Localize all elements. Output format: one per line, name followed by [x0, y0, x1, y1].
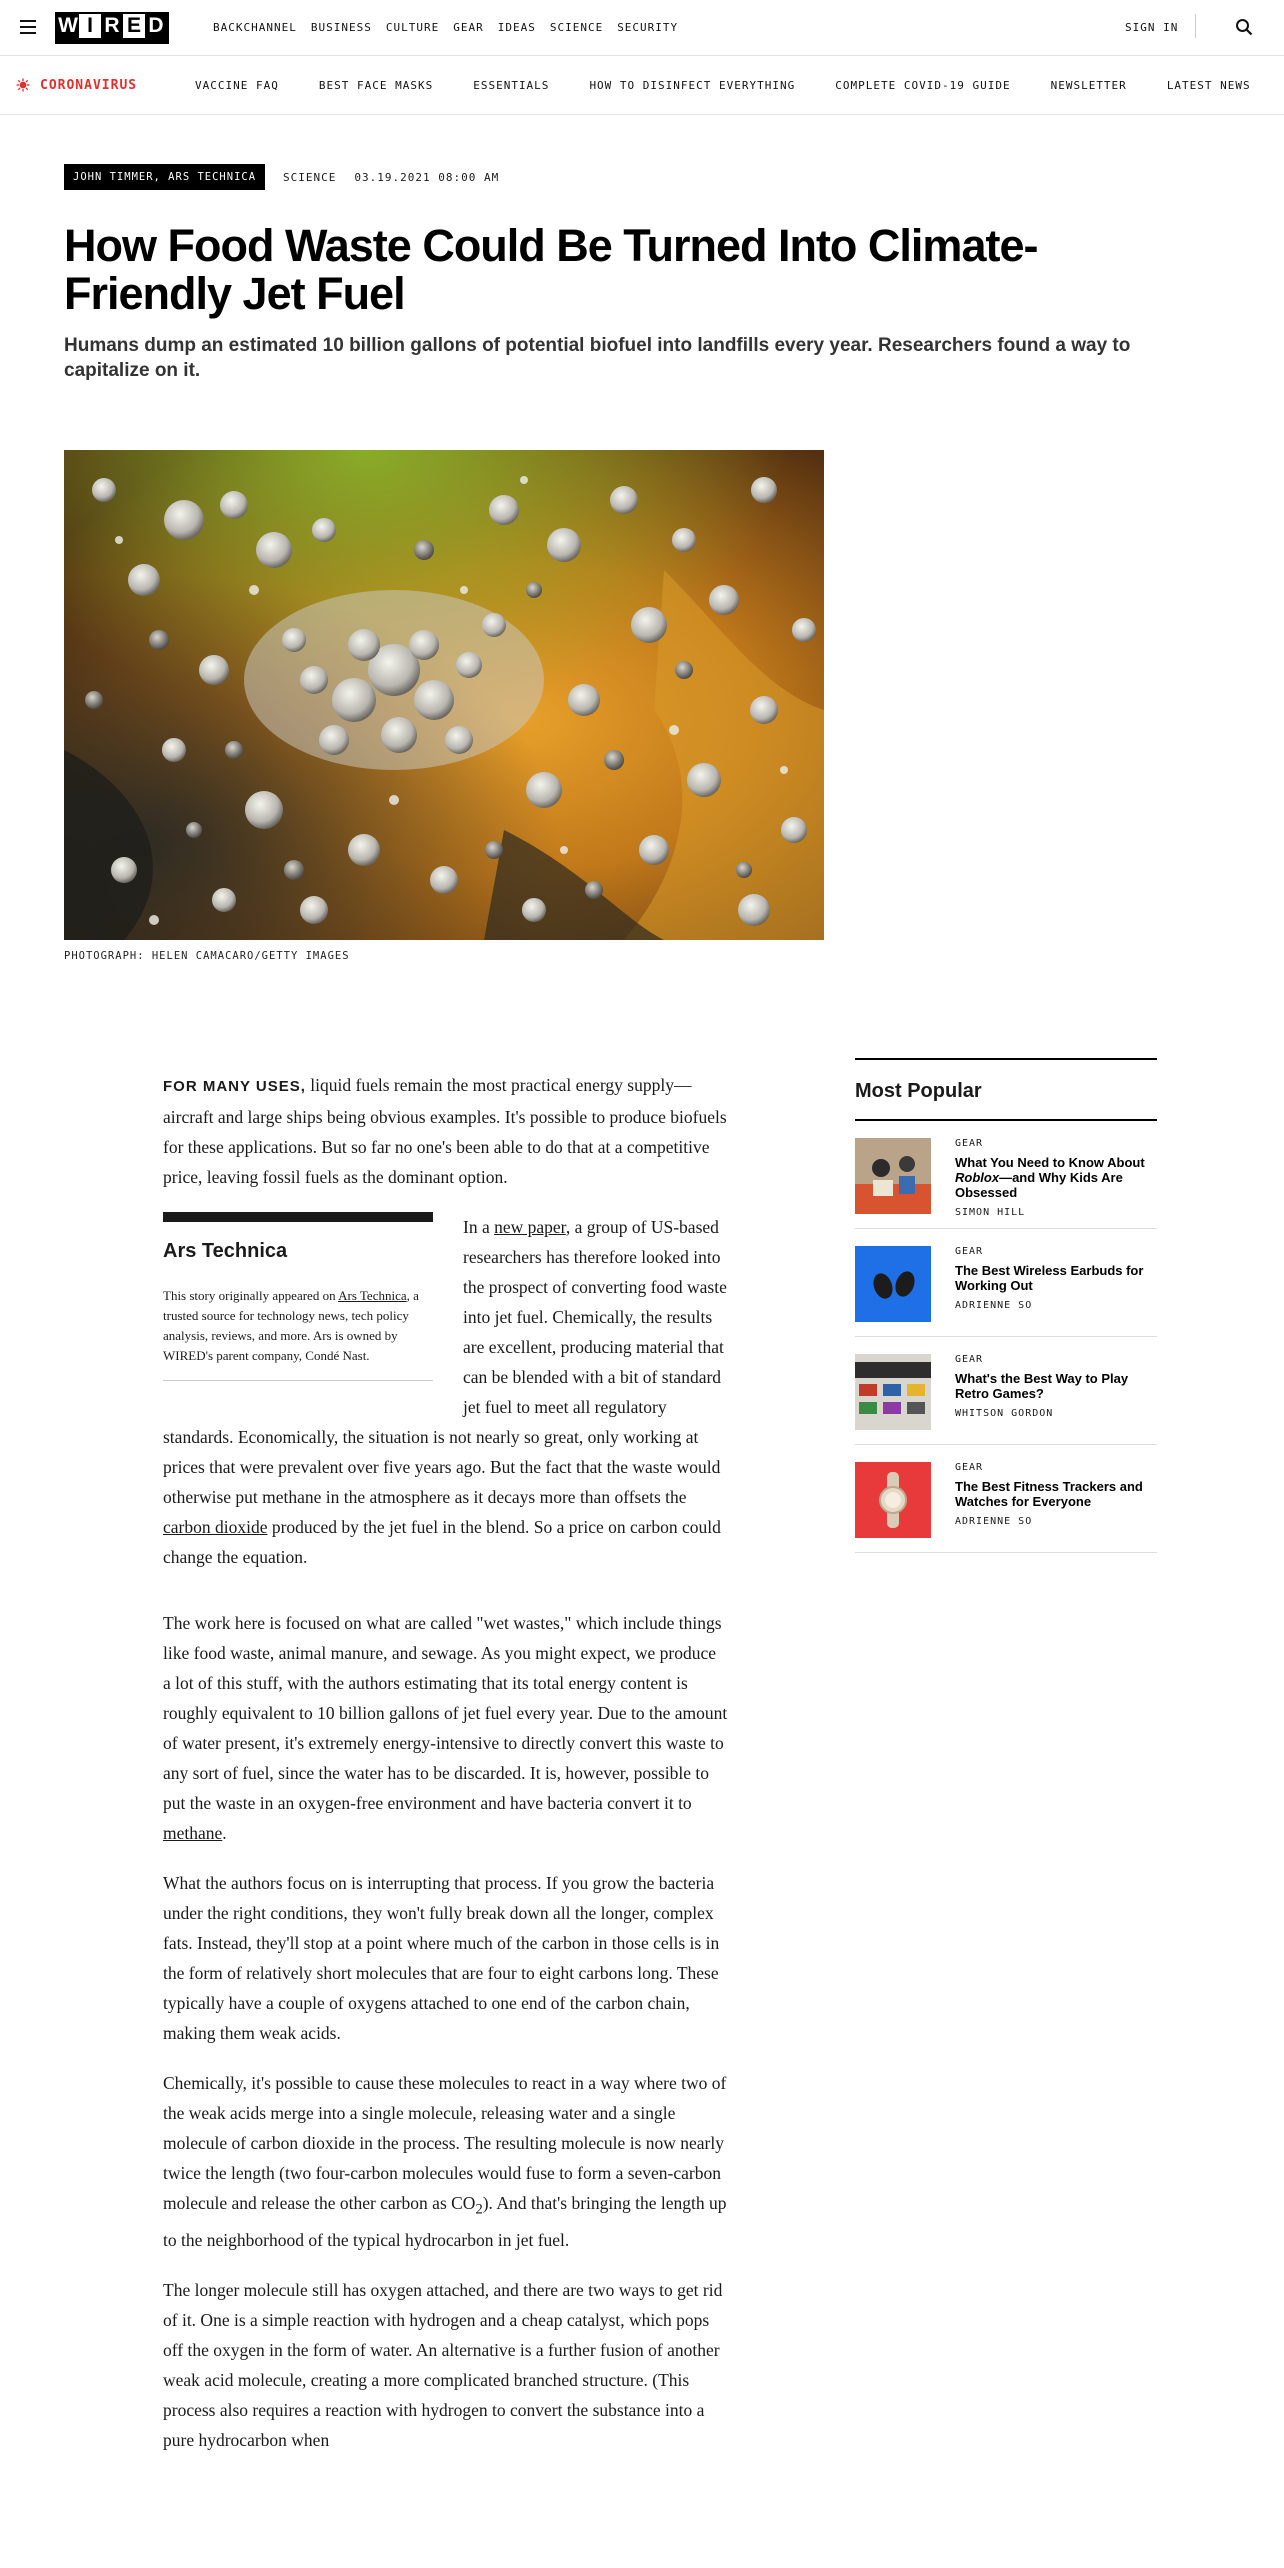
callout-text: [163, 1286, 433, 1381]
popular-category[interactable]: GEAR: [955, 1138, 984, 1149]
article-body: [163, 1070, 728, 2475]
nav-link-culture[interactable]: CULTURE: [385, 21, 440, 34]
paragraph: The longer molecule still has oxygen attached, and there are two ways to get rid of it. One is a simple reaction with hydrogen and a cheap catalyst, which pops off the oxygen in the form of water. An alternative is a further fusion of another weak acid molecule, creating a more complicated branched structure. (This process also requires a reaction with hydrogen to convert the substance into a pure hydrocarbon when: [163, 2279, 723, 2450]
paragraph-text: Chemically, it's possible to cause these molecules to react in a way where two of the weak acids merge into a single molecule, releasing water and a single molecule of carbon dioxide in the process. The resulting molecule is now nearly twice the length (two four-carbon molecules would fuse to form a seven-carbon molecule and release the other carbon as CO: [163, 2073, 727, 2213]
logo-letter: D: [145, 14, 167, 38]
popular-category[interactable]: GEAR: [955, 1354, 984, 1365]
popular-item[interactable]: [855, 1337, 1157, 1445]
popular-title[interactable]: What's the Best Way to Play Retro Games?: [955, 1371, 1129, 1401]
popular-category[interactable]: GEAR: [955, 1246, 984, 1257]
nav-link-ideas[interactable]: IDEAS: [497, 21, 536, 34]
nav-link-backchannel[interactable]: BACKCHANNEL: [213, 21, 297, 34]
most-popular: [855, 1058, 1157, 1553]
most-popular-heading: Most Popular: [855, 1060, 1157, 1121]
virus-icon: [16, 78, 30, 92]
callout-title: Ars Technica: [163, 1240, 288, 1262]
paragraph-text: ). And that's bringing the length up to the neighborhood of the typical hydrocarbon in jet fuel.: [163, 2193, 727, 2250]
covid-link-latest-news[interactable]: LATEST NEWS: [1166, 79, 1251, 92]
nav-link-business[interactable]: BUSINESS: [310, 21, 372, 34]
popular-title[interactable]: The Best Wireless Earbuds for Working Out: [955, 1263, 1144, 1293]
article-byline: [64, 164, 499, 190]
paragraph: [163, 1608, 728, 1848]
popular-title[interactable]: [955, 1155, 1155, 1200]
ars-technica-callout: [163, 1212, 433, 1381]
popular-thumbnail[interactable]: [855, 1138, 931, 1214]
paragraph: What the authors focus on is interrupting that process. If you grow the bacteria under the right conditions, they won't fully break down all the longer, complex fats. Instead, they'll stop at a point where much of the carbon in those cells is in the form of relatively short molecules that are four to eight carbons long. These typically have a couple of oxygens attached to one end of the carbon chain, making them weak acids.: [163, 1873, 720, 2043]
popular-author[interactable]: SIMON HILL: [955, 1207, 1026, 1218]
covid-link-disinfect[interactable]: HOW TO DISINFECT EVERYTHING: [589, 79, 796, 92]
publish-date: 03.19.2021 08:00 AM: [354, 170, 500, 184]
sign-in-link[interactable]: SIGN IN: [1125, 21, 1179, 34]
popular-item[interactable]: [855, 1229, 1157, 1337]
search-icon[interactable]: [1235, 18, 1253, 36]
author-link[interactable]: JOHN TIMMER, ARS TECHNICA: [64, 164, 265, 190]
covid-link-guide[interactable]: COMPLETE COVID-19 GUIDE: [835, 79, 1011, 92]
nav-link-security[interactable]: SECURITY: [617, 21, 679, 34]
paragraph-text: .: [222, 1823, 227, 1843]
nav-divider: [1195, 14, 1196, 38]
callout-text-a: This story originally appeared on: [163, 1288, 339, 1303]
article-headline: How Food Waste Could Be Turned Into Climate-Friendly Jet Fuel: [64, 220, 1038, 319]
paragraph-text: liquid fuels remain the most practical energy supply—aircraft and large ships being obvious examples. It's possible to produce biofuels for these applications. But so far no one's been able to do that at a competitive price, leaving fossil fuels as the dominant option.: [163, 1075, 727, 1187]
hero-image: [64, 450, 824, 940]
nav-link-gear[interactable]: GEAR: [453, 21, 484, 34]
coronavirus-links: [195, 79, 1251, 92]
article-dek: Humans dump an estimated 10 billion gallons of potential biofuel into landfills every year. Researchers found a way to capitalize on it.: [64, 335, 1131, 381]
popular-author[interactable]: ADRIENNE SO: [955, 1516, 1033, 1527]
ars-technica-link[interactable]: Ars Technica: [338, 1288, 407, 1303]
menu-icon[interactable]: [20, 20, 36, 34]
nav-link-science[interactable]: SCIENCE: [549, 21, 604, 34]
paragraph-text: In a: [463, 1217, 495, 1237]
paragraph-text: , a group of US-based researchers has therefore looked into the prospect of converting food waste into jet fuel. Chemically, the results are excellent, producing material that can be blended with a bit of standard jet fuel to meet all regulatory standards. Economically, the situation is not nearly so great, only working at prices that were prevalent over five years ago. But the fact that the waste would otherwise put methane in the atmosphere as it decays more than offsets the: [163, 1217, 727, 1507]
carbon-dioxide-link[interactable]: carbon dioxide: [163, 1517, 268, 1537]
covid-link-essentials[interactable]: ESSENTIALS: [473, 79, 550, 92]
popular-item[interactable]: [855, 1445, 1157, 1553]
popular-title[interactable]: The Best Fitness Trackers and Watches for Everyone: [955, 1479, 1143, 1509]
lead-in: FOR MANY USES,: [163, 1078, 306, 1095]
popular-author[interactable]: ADRIENNE SO: [955, 1300, 1033, 1311]
covid-link-newsletter[interactable]: NEWSLETTER: [1050, 79, 1127, 92]
new-paper-link[interactable]: new paper: [494, 1217, 566, 1237]
popular-author[interactable]: WHITSON GORDON: [955, 1408, 1054, 1419]
photo-caption: PHOTOGRAPH: HELEN CAMACARO/GETTY IMAGES: [64, 950, 350, 962]
popular-thumbnail[interactable]: [855, 1246, 931, 1322]
covid-link-face-masks[interactable]: BEST FACE MASKS: [318, 79, 434, 92]
logo-letter: W: [58, 14, 78, 37]
section-nav: [213, 21, 678, 34]
coronavirus-bar: [0, 56, 1284, 115]
callout-text-b: , a trusted source for technology news, tech policy analysis, reviews, and more. Ars is owned by WIRED's parent company, Condé Nast.: [163, 1288, 419, 1363]
wired-logo[interactable]: [55, 12, 169, 44]
logo-letter: I: [79, 14, 101, 38]
paragraph-text: The work here is focused on what are called "wet wastes," which include things like food waste, animal manure, and sewage. As you might expect, we produce a lot of this stuff, with the authors estimating that its total energy content is roughly equivalent to 10 billion gallons of jet fuel every year. Due to the amount of water present, it's extremely energy-intensive to directly convert this waste to any sort of fuel, since the water has to be discarded. It is, however, possible to put the waste in an oxygen-free environment and have bacteria convert it to: [163, 1613, 728, 1813]
popular-item[interactable]: [855, 1121, 1157, 1229]
category-link[interactable]: SCIENCE: [283, 170, 337, 184]
logo-letter: E: [123, 14, 145, 38]
coronavirus-label[interactable]: CORONAVIRUS: [40, 78, 138, 93]
title-text: What You Need to Know About: [955, 1155, 1145, 1170]
popular-category[interactable]: GEAR: [955, 1462, 984, 1473]
subscript: 2: [475, 2201, 483, 2218]
methane-link[interactable]: methane: [163, 1823, 223, 1843]
paragraph: [163, 1070, 728, 1192]
title-emphasis: Roblox: [955, 1170, 1000, 1185]
paragraph-text: produced by the jet fuel in the blend. So a price on carbon could change the equation.: [163, 1517, 721, 1567]
covid-link-vaccine-faq[interactable]: VACCINE FAQ: [195, 79, 279, 92]
top-navigation: [0, 0, 1284, 56]
popular-thumbnail[interactable]: [855, 1462, 931, 1538]
title-text: —and Why Kids Are Obsessed: [955, 1170, 1123, 1200]
paragraph: [163, 2068, 728, 2255]
popular-thumbnail[interactable]: [855, 1354, 931, 1430]
logo-letter: R: [101, 14, 123, 38]
